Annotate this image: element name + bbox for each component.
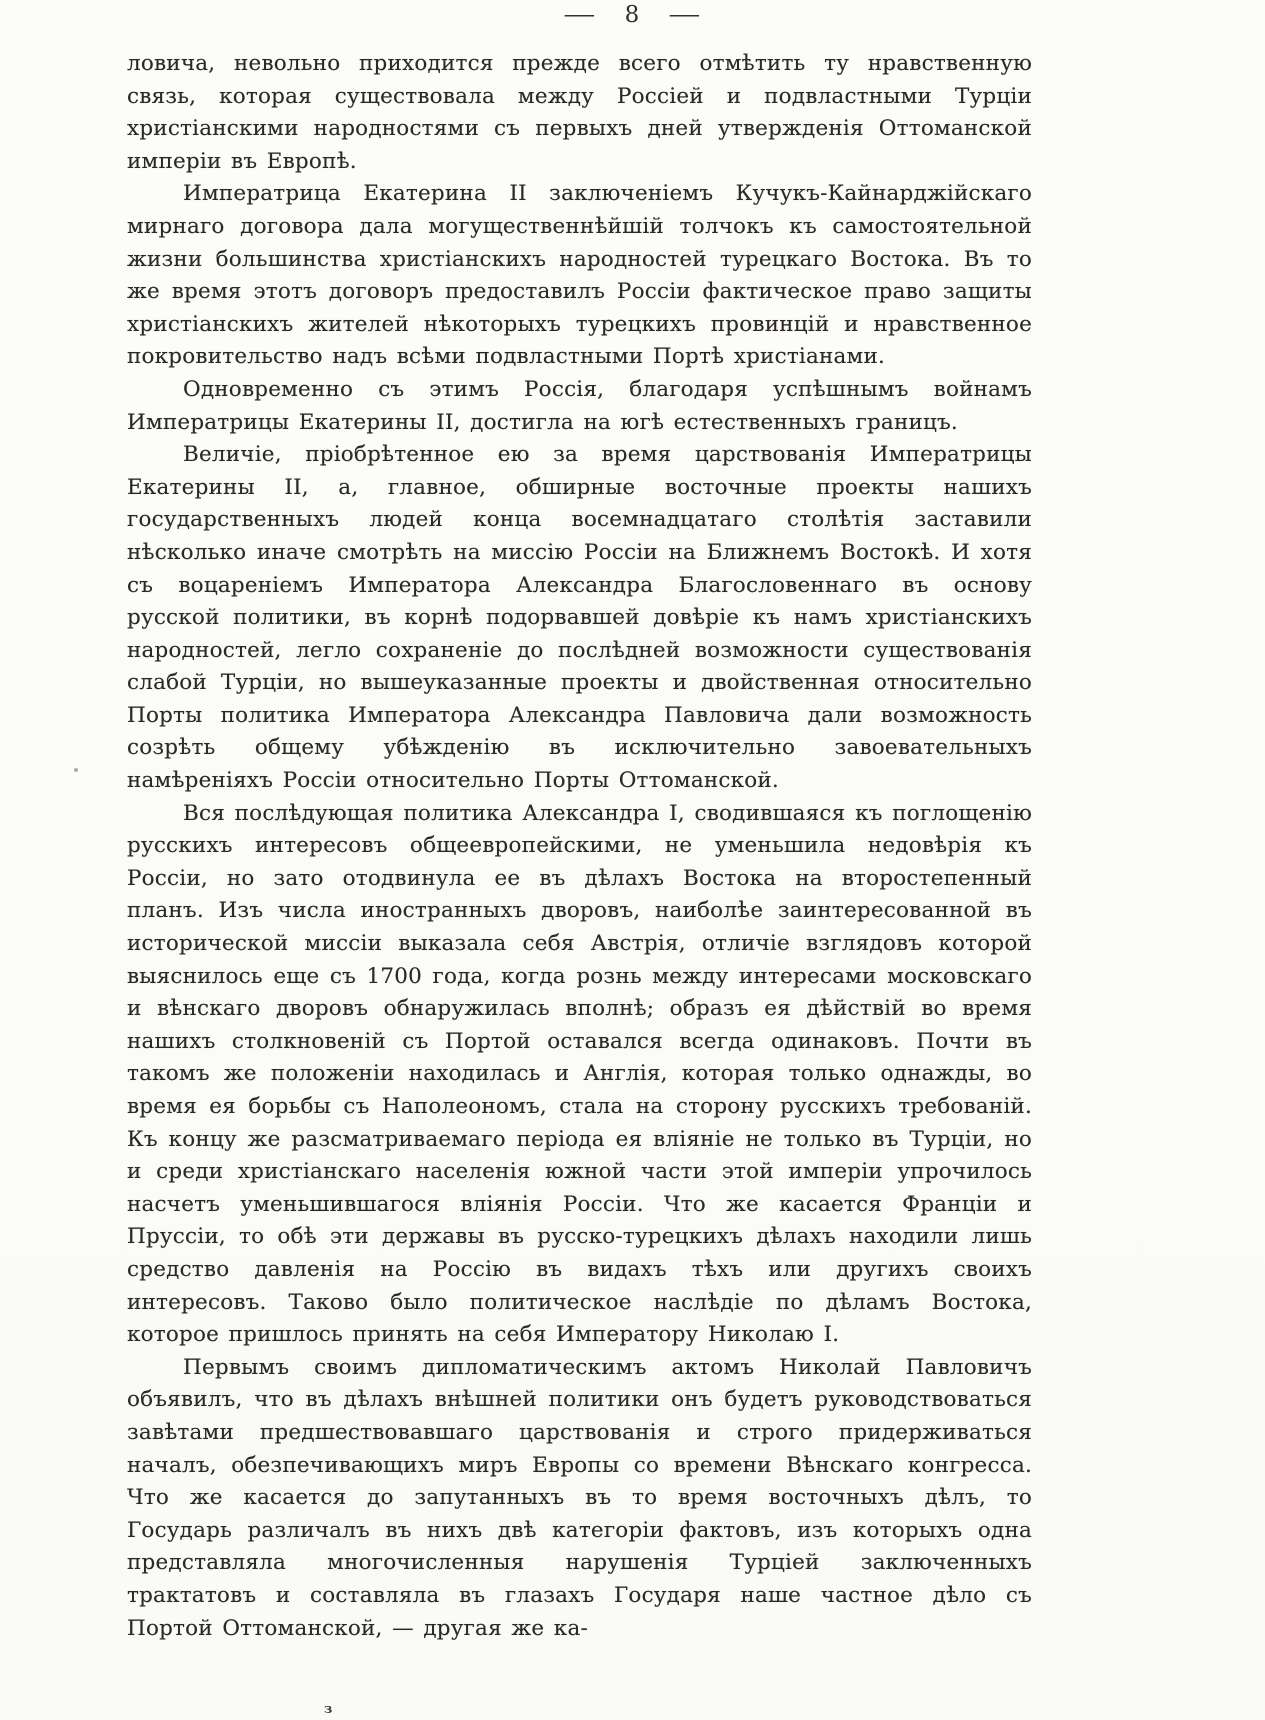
margin-speck	[74, 768, 78, 772]
header-dash-left: —	[563, 2, 598, 28]
paragraph-southern-borders: Одновременно съ этимъ Россія, благодаря успѣшнымъ войнамъ Императрицы Екатерины II, достигла на югѣ естественныхъ границъ.	[127, 376, 1032, 435]
paragraph-eastern-projects: Величіе, пріобрѣтенное ею за время царствованія Императрицы Екатерины II, а, главное, обширные восточные проекты нашихъ государственныхъ людей конца восемнадцатаго столѣтія заставили нѣсколько иначе смотрѣть на миссію Россіи на Ближнемъ Востокѣ. И хотя съ воцареніемъ Императора Александра Благословеннаго въ основу русской политики, въ корнѣ подорвавшей довѣріе къ намъ христіанскихъ народностей, легло сохраненіе до послѣдней возможности существованія слабой Турціи, но вышеуказанные проекты и двойственная относительно Порты политика Императора Александра Павловича дали возможность созрѣть общему убѣжденію въ исключительно завоевательныхъ намѣреніяхъ Россіи относительно Порты Оттоманской.	[127, 442, 1032, 794]
page-header	[0, 2, 1265, 28]
header-dash-right: —	[667, 2, 702, 28]
paragraph-catherine-treaty: Императрица Екатерина II заключеніемъ Кучукъ-Кайнарджійскаго мирнаго договора дала могущественнѣйшій толчокъ къ самостоятельной жизни большинства христіанскихъ народностей турецкаго Востока. Въ то же время этотъ договоръ предоставилъ Россіи фактическое право защиты христіанскихъ жителей нѣкоторыхъ турецкихъ провинцій и нравственное покровительство надъ всѣми подвластными Портѣ христіанами.	[127, 181, 1032, 370]
page-number: 8	[624, 2, 641, 28]
paragraph-alexander-policy: Вся послѣдующая политика Александра I, сводившаяся къ поглощенію русскихъ интересовъ общеевропейскими, не уменьшила недовѣрія къ Россіи, но зато отодвинула ее въ дѣлахъ Востока на второстепенный планъ. Изъ числа иностранныхъ дворовъ, наиболѣе заинтересованной въ исторической миссіи выказала себя Австрія, отличіе взглядовъ которой выяснилось еще съ 1700 года, когда рознь между интересами московскаго и вѣнскаго дворовъ обнаружилась вполнѣ; образъ ея дѣйствій во время нашихъ столкновеній съ Портой оставался всегда одинаковъ. Почти въ такомъ же положеніи находилась и Англія, которая только однажды, во время ея борьбы съ Наполеономъ, стала на сторону русскихъ требованій. Къ концу же разсматриваемаго періода ея вліяніе не только въ Турціи, но и среди христіанскаго населенія южной части этой имперіи упрочилось насчетъ уменьшившагося вліянія Россіи. Что же касается Франціи и Пруссіи, то обѣ эти державы въ русско-турецкихъ дѣлахъ находили лишь средство давленія на Россію въ видахъ тѣхъ или другихъ своихъ интересовъ. Таково было политическое наслѣдіе по дѣламъ Востока, которое пришлось принять на себя Императору Николаю I.	[127, 800, 1032, 1348]
paragraph-continuation: ловича, невольно приходится прежде всего отмѣтить ту нравственную связь, которая существовала между Россіей и подвластными Турціи христіанскими народностями съ первыхъ дней утвержденія Оттоманской имперіи въ Европѣ.	[127, 51, 1032, 174]
printers-signature-mark: з	[324, 1702, 333, 1717]
page-text-block	[127, 48, 1032, 1645]
paragraph-nicholas-diplomacy: Первымъ своимъ дипломатическимъ актомъ Николай Павловичъ объявилъ, что въ дѣлахъ внѣшней политики онъ будетъ руководствоваться завѣтами предшествовавшаго царствованія и строго придерживаться началъ, обезпечивающихъ миръ Европы со времени Вѣнскаго конгресса. Что же касается до запутанныхъ въ то время восточныхъ дѣлъ, то Государь различалъ въ нихъ двѣ категоріи фактовъ, изъ которыхъ одна представляла многочисленныя нарушенія Турціей заключенныхъ трактатовъ и составляла въ глазахъ Государя наше частное дѣло съ Портой Оттоманской, — другая же ка-	[127, 1354, 1032, 1641]
